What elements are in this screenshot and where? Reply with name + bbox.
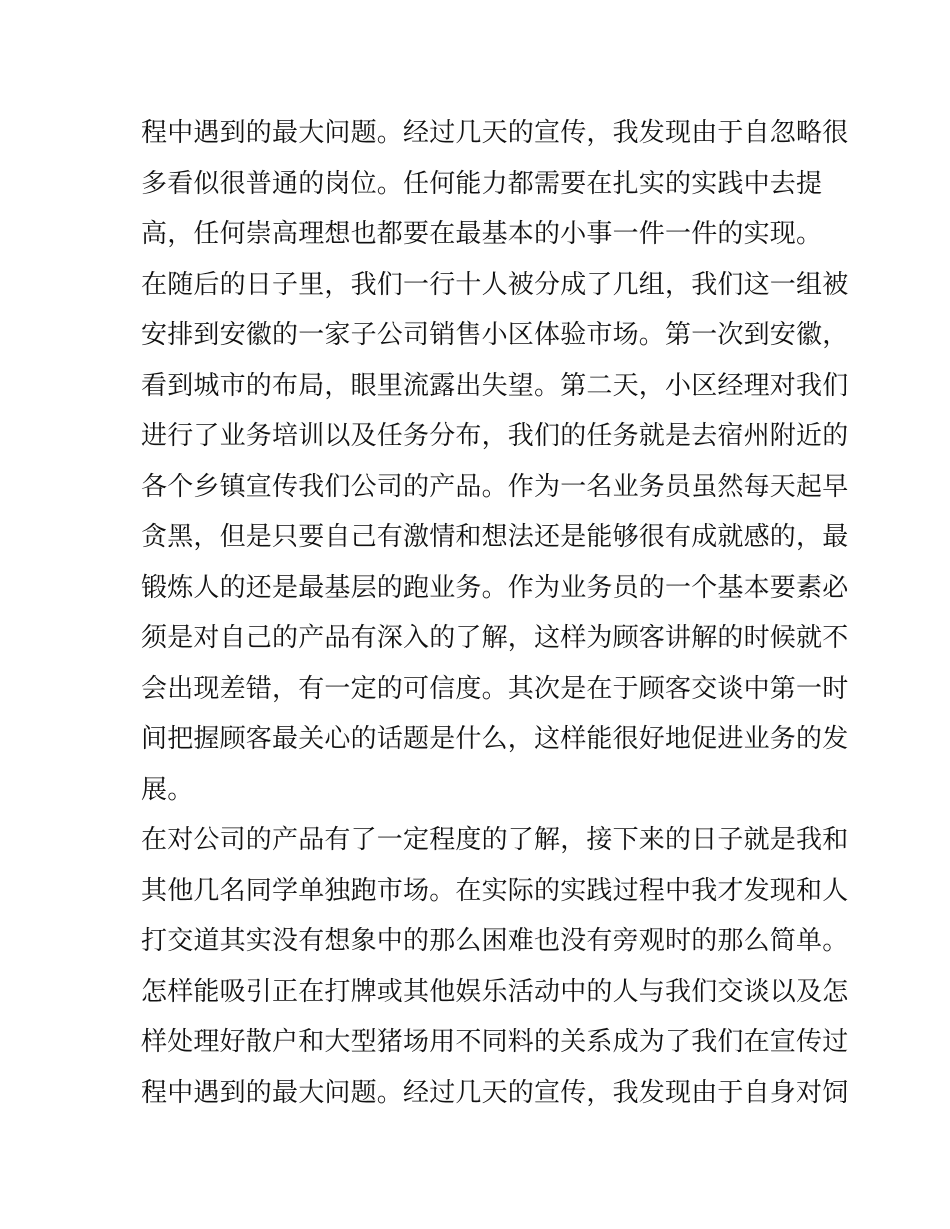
text-line: 间把握顾客最关心的话题是什么，这样能很好地促进业务的发: [141, 724, 849, 754]
text-line: 打交道其实没有想象中的那么困难也没有旁观时的那么简单。: [141, 926, 849, 956]
text-line: 安排到安徽的一家子公司销售小区体验市场。第一次到安徽，: [141, 320, 849, 350]
text-line: 程中遇到的最大问题。经过几天的宣传，我发现由于自身对饲: [141, 1077, 849, 1108]
text-line: 展。: [141, 774, 194, 805]
text-line: 多看似很普通的岗位。任何能力都需要在扎实的实践中去提: [141, 168, 823, 199]
text-line: 在对公司的产品有了一定程度的了解，接下来的日子就是我和: [141, 825, 849, 855]
text-line: 须是对自己的产品有深入的了解，这样为顾客讲解的时候就不: [141, 623, 849, 653]
text-line: 高，任何崇高理想也都要在最基本的小事一件一件的实现。: [141, 219, 823, 249]
text-line: 其他几名同学单独跑市场。在实际的实践过程中我才发现和人: [141, 875, 849, 906]
text-line: 在随后的日子里，我们一行十人被分成了几组，我们这一组被: [141, 269, 849, 300]
text-line: 锻炼人的还是最基层的跑业务。作为业务员的一个基本要素必: [141, 572, 849, 603]
body-text: [141, 108, 849, 1118]
text-line: 怎样能吸引正在打牌或其他娱乐活动中的人与我们交谈以及怎: [141, 976, 849, 1007]
text-line: 贪黑，但是只要自己有激情和想法还是能够很有成就感的，最: [141, 522, 849, 552]
text-line: 各个乡镇宣传我们公司的产品。作为一名业务员虽然每天起早: [141, 471, 849, 502]
text-line: 样处理好散户和大型猪场用不同料的关系成为了我们在宣传过: [141, 1027, 849, 1057]
text-line: 看到城市的布局，眼里流露出失望。第二天，小区经理对我们: [141, 370, 849, 401]
text-line: 程中遇到的最大问题。经过几天的宣传，我发现由于自忽略很: [141, 118, 849, 148]
text-line: 会出现差错，有一定的可信度。其次是在于顾客交谈中第一时: [141, 673, 849, 704]
text-line: 进行了业务培训以及任务分布，我们的任务就是去宿州附近的: [141, 421, 849, 451]
